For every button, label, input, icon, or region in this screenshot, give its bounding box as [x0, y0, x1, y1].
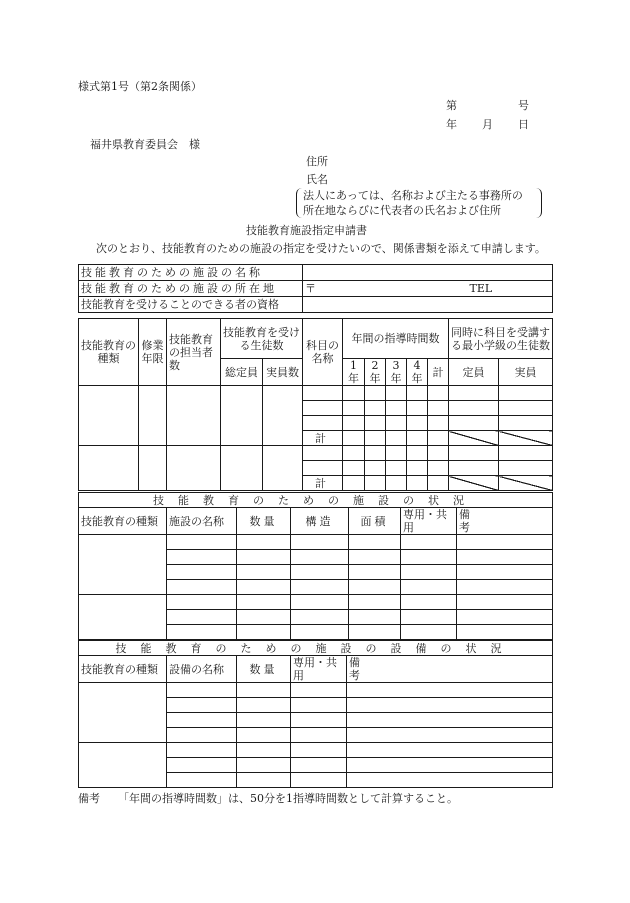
facility-name-header: 施設の名称 [167, 508, 237, 535]
table-cell[interactable] [407, 416, 428, 431]
table-cell[interactable] [428, 386, 449, 401]
table-cell[interactable] [221, 386, 263, 446]
table-cell[interactable] [407, 461, 428, 476]
course-table [78, 318, 553, 491]
table-cell[interactable] [349, 535, 401, 550]
equipment-note-header: 備考 [347, 656, 553, 683]
table-cell[interactable] [167, 595, 237, 610]
table-cell[interactable] [457, 550, 553, 565]
equipment-status-table [78, 640, 553, 788]
table-cell[interactable] [139, 386, 167, 446]
table-cell[interactable] [347, 773, 553, 788]
facility-address-label: 技能教育のための施設の所在地 [79, 281, 303, 297]
table-cell[interactable] [386, 446, 407, 461]
table-cell[interactable] [347, 728, 553, 743]
facility-name-label: 技能教育のための施設の名称 [79, 265, 303, 281]
table-cell[interactable] [167, 713, 237, 728]
course-min-class-header: 同時に科目を受講する最小学級の生徒数 [449, 319, 553, 359]
table-cell[interactable] [407, 386, 428, 401]
facility-name-field[interactable] [303, 265, 553, 281]
table-cell[interactable] [499, 461, 553, 476]
table-cell[interactable] [167, 743, 237, 758]
facility-note-header: 備考 [457, 508, 553, 535]
table-cell[interactable] [291, 610, 349, 625]
table-cell[interactable] [167, 758, 237, 773]
table-cell[interactable] [237, 758, 291, 773]
table-cell[interactable] [167, 728, 237, 743]
equipment-type-header: 技能教育の種類 [79, 656, 167, 683]
course-total-row-label: 計 [303, 476, 343, 491]
table-cell[interactable] [347, 743, 553, 758]
table-cell[interactable] [428, 446, 449, 461]
table-cell[interactable] [457, 535, 553, 550]
table-cell[interactable] [457, 595, 553, 610]
addressee: 福井県教育委員会 様 [90, 138, 200, 151]
eligibility-label: 技能教育を受けることのできる者の資格 [79, 297, 303, 313]
table-cell[interactable] [167, 610, 237, 625]
table-cell[interactable] [449, 386, 499, 401]
table-cell[interactable] [343, 431, 365, 446]
facility-area-header: 面積 [349, 508, 401, 535]
table-cell[interactable] [291, 580, 349, 595]
table-cell[interactable] [303, 446, 343, 461]
intro-text: 次のとおり、技能教育のための施設の指定を受けたいので、関係書類を添えて申請します。 [96, 242, 546, 255]
table-cell[interactable] [428, 401, 449, 416]
table-cell[interactable] [237, 698, 291, 713]
table-cell[interactable] [167, 773, 237, 788]
table-cell[interactable] [407, 476, 428, 491]
table-cell[interactable] [291, 713, 347, 728]
table-cell[interactable] [386, 461, 407, 476]
table-cell[interactable] [386, 431, 407, 446]
date-month: 月 [482, 118, 493, 131]
diagonal-cell [449, 476, 499, 491]
facility-qty-header: 数量 [237, 508, 291, 535]
table-cell[interactable] [401, 550, 457, 565]
date-day: 日 [518, 118, 529, 131]
table-cell[interactable] [343, 446, 365, 461]
table-cell[interactable] [237, 713, 291, 728]
table-cell[interactable] [291, 758, 347, 773]
equipment-qty-header: 数量 [237, 656, 291, 683]
number-dai: 第 [446, 99, 457, 112]
table-cell[interactable] [303, 386, 343, 401]
table-cell[interactable] [386, 476, 407, 491]
form-label: 様式第1号（第2条関係） [78, 80, 202, 93]
table-cell[interactable] [221, 446, 263, 491]
table-cell[interactable] [79, 535, 167, 595]
table-cell[interactable] [457, 565, 553, 580]
table-cell[interactable] [349, 610, 401, 625]
table-cell[interactable] [79, 683, 167, 743]
table-cell[interactable] [303, 416, 343, 431]
table-cell[interactable] [349, 565, 401, 580]
hours-year2-header: 2年 [365, 359, 386, 386]
table-cell[interactable] [428, 416, 449, 431]
table-cell[interactable] [349, 595, 401, 610]
table-cell[interactable] [237, 580, 291, 595]
table-cell[interactable] [291, 683, 347, 698]
table-cell[interactable] [167, 550, 237, 565]
equipment-status-title: 技能教育のための施設の設備の状況 [79, 641, 553, 656]
table-cell[interactable] [79, 446, 139, 491]
table-cell[interactable] [167, 565, 237, 580]
table-cell[interactable] [386, 416, 407, 431]
table-cell[interactable] [167, 683, 237, 698]
table-cell[interactable] [428, 431, 449, 446]
table-cell[interactable] [303, 461, 343, 476]
hours-year3-header: 3年 [386, 359, 407, 386]
course-total-row-label: 計 [303, 431, 343, 446]
course-capacity-header: 総定員 [221, 359, 263, 386]
table-cell[interactable] [428, 476, 449, 491]
table-cell[interactable] [365, 446, 386, 461]
table-cell[interactable] [79, 595, 167, 640]
table-cell[interactable] [343, 461, 365, 476]
address-label: 住所 [306, 155, 328, 168]
table-cell[interactable] [237, 550, 291, 565]
table-cell[interactable] [291, 535, 349, 550]
table-cell[interactable] [401, 595, 457, 610]
course-teachers-header: 技能教育の担当者数 [167, 319, 221, 386]
table-cell[interactable] [347, 713, 553, 728]
diagonal-cell [499, 476, 553, 491]
facility-status-title: 技能教育のための施設の状況 [79, 493, 553, 508]
table-cell[interactable] [457, 580, 553, 595]
table-cell[interactable] [291, 698, 347, 713]
table-cell[interactable] [237, 683, 291, 698]
table-cell[interactable] [401, 565, 457, 580]
eligibility-field[interactable] [303, 297, 553, 313]
facility-info-table [78, 264, 553, 313]
postal-mark: 〒 [305, 282, 316, 295]
table-cell[interactable] [386, 401, 407, 416]
table-cell[interactable] [291, 625, 349, 640]
table-cell[interactable] [291, 595, 349, 610]
table-cell[interactable] [291, 743, 347, 758]
table-cell[interactable] [237, 565, 291, 580]
table-cell[interactable] [167, 535, 237, 550]
table-cell[interactable] [347, 758, 553, 773]
table-cell[interactable] [449, 461, 499, 476]
course-type-header: 技能教育の種類 [79, 319, 139, 386]
table-cell[interactable] [167, 698, 237, 713]
table-cell[interactable] [428, 461, 449, 476]
table-cell[interactable] [291, 773, 347, 788]
diagonal-cell [449, 431, 499, 446]
table-cell[interactable] [401, 610, 457, 625]
table-cell[interactable] [449, 401, 499, 416]
facility-structure-header: 構造 [291, 508, 349, 535]
table-cell[interactable] [449, 446, 499, 461]
course-students-header: 技能教育を受ける生徒数 [221, 319, 303, 359]
table-cell[interactable] [401, 625, 457, 640]
hours-year1-header: 1年 [343, 359, 365, 386]
table-cell[interactable] [237, 728, 291, 743]
table-cell[interactable] [407, 401, 428, 416]
table-cell[interactable] [291, 728, 347, 743]
table-cell[interactable] [449, 416, 499, 431]
table-cell[interactable] [343, 386, 365, 401]
table-cell[interactable] [386, 386, 407, 401]
table-cell[interactable] [365, 431, 386, 446]
table-cell[interactable] [457, 625, 553, 640]
table-cell[interactable] [499, 416, 553, 431]
table-cell[interactable] [349, 580, 401, 595]
table-cell[interactable] [237, 610, 291, 625]
footnote-label: 備考 [78, 792, 100, 805]
table-cell[interactable] [237, 625, 291, 640]
table-cell[interactable] [303, 401, 343, 416]
table-cell[interactable] [365, 386, 386, 401]
table-cell[interactable] [457, 610, 553, 625]
facility-type-header: 技能教育の種類 [79, 508, 167, 535]
diagonal-cell [499, 431, 553, 446]
course-subject-header: 科目の名称 [303, 319, 343, 386]
table-cell[interactable] [79, 386, 139, 446]
table-cell[interactable] [167, 446, 221, 491]
facility-shared-header: 専用・共用 [401, 508, 457, 535]
footnote-text: 「年間の指導時間数」は、50分を1指導時間数として計算すること。 [118, 792, 458, 805]
table-cell[interactable] [401, 535, 457, 550]
facility-status-table [78, 492, 553, 640]
table-cell[interactable] [237, 743, 291, 758]
table-cell[interactable] [167, 625, 237, 640]
hours-total-header: 計 [428, 359, 449, 386]
table-cell[interactable] [365, 401, 386, 416]
name-label: 氏名 [306, 173, 328, 186]
equipment-shared-header: 専用・共用 [291, 656, 347, 683]
table-cell[interactable] [263, 446, 303, 491]
table-cell[interactable] [167, 580, 237, 595]
table-cell[interactable] [349, 625, 401, 640]
min-class-actual-header: 実員 [499, 359, 553, 386]
course-years-header: 修業年限 [139, 319, 167, 386]
table-cell[interactable] [343, 401, 365, 416]
applicant-note-line2: 所在地ならびに代表者の氏名および住所 [303, 204, 501, 217]
table-cell[interactable] [79, 743, 167, 788]
table-cell[interactable] [237, 773, 291, 788]
table-cell[interactable] [499, 446, 553, 461]
table-cell[interactable] [237, 535, 291, 550]
hours-year4-header: 4年 [407, 359, 428, 386]
table-cell[interactable] [139, 446, 167, 491]
applicant-note-line1: 法人にあっては、名称および主たる事務所の [303, 189, 523, 202]
table-cell[interactable] [237, 595, 291, 610]
facility-address-field[interactable] [303, 281, 553, 297]
table-cell[interactable] [365, 461, 386, 476]
table-cell[interactable] [291, 550, 349, 565]
table-cell[interactable] [401, 580, 457, 595]
table-cell[interactable] [349, 550, 401, 565]
tel-label: TEL [469, 282, 493, 295]
table-cell[interactable] [365, 476, 386, 491]
table-cell[interactable] [347, 698, 553, 713]
course-actual-header: 実員数 [263, 359, 303, 386]
table-cell[interactable] [499, 401, 553, 416]
min-class-capacity-header: 定員 [449, 359, 499, 386]
table-cell[interactable] [499, 386, 553, 401]
table-cell[interactable] [407, 446, 428, 461]
table-cell[interactable] [263, 386, 303, 446]
table-cell[interactable] [343, 476, 365, 491]
date-year: 年 [446, 118, 457, 131]
equipment-name-header: 設備の名称 [167, 656, 237, 683]
table-cell[interactable] [167, 386, 221, 446]
table-cell[interactable] [291, 565, 349, 580]
table-cell[interactable] [407, 431, 428, 446]
table-cell[interactable] [347, 683, 553, 698]
number-go: 号 [518, 99, 529, 112]
table-cell[interactable] [343, 416, 365, 431]
course-hours-header: 年間の指導時間数 [343, 319, 449, 359]
document-title: 技能教育施設指定申請書 [246, 224, 367, 237]
table-cell[interactable] [365, 416, 386, 431]
